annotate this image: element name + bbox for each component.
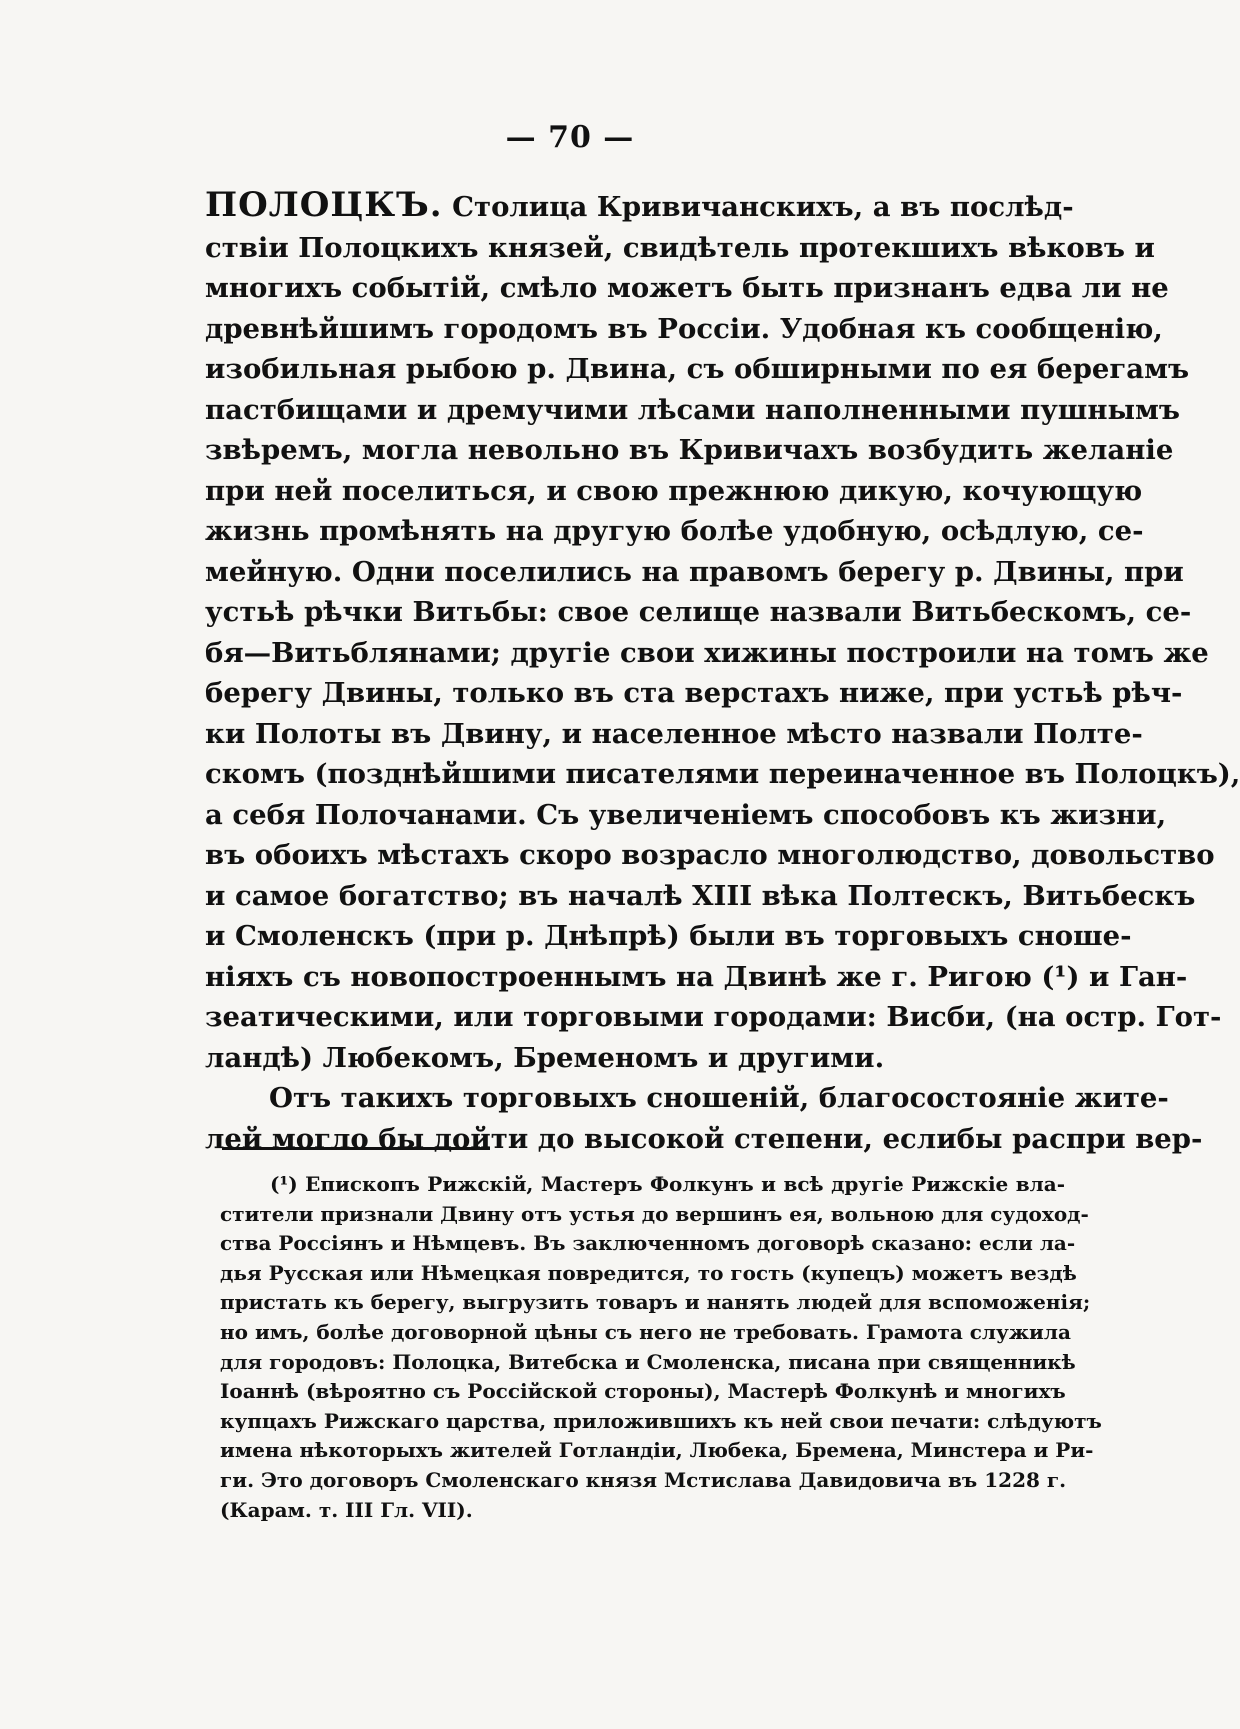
text-line: изобильная рыбою р. Двина, съ обширными по ея берегамъ xyxy=(205,353,1190,385)
footnote-line: купцахъ Рижскаго царства, приложившихъ къ ней свои печати: слѣдуютъ xyxy=(220,1408,1102,1433)
text-line: а себя Полочанами. Съ увеличеніемъ способовъ къ жизни, xyxy=(205,798,1167,831)
text-line xyxy=(205,185,1074,228)
text-line: Отъ такихъ торговыхъ сношеній, благосостояніе жите- xyxy=(269,1082,1169,1114)
text-line: пастбищами и дремучими лѣсами наполненными пушнымъ xyxy=(205,393,1181,426)
footnote xyxy=(220,1170,1102,1525)
text-line: и самое богатство; въ началѣ XIII вѣка Полтескъ, Витьбескъ xyxy=(205,879,1196,912)
text-line: ландѣ) Любекомъ, Бременомъ и другими. xyxy=(205,1041,885,1074)
text-line-content: Столица Кривичанскихъ, а въ послѣд- xyxy=(452,191,1074,223)
text-line: при ней поселиться, и свою прежнюю дикую, кочующую xyxy=(205,474,1143,507)
footnote-separator xyxy=(222,1147,490,1150)
footnote-line: ги. Это договоръ Смоленскаго князя Мстислава Давидовича въ 1228 г. xyxy=(220,1467,1067,1492)
footnote-line: дья Русская или Нѣмецкая повредится, то гость (купецъ) можетъ вездѣ xyxy=(220,1260,1077,1285)
text-line: ки Полоты въ Двину, и населенное мѣсто назвали Полте- xyxy=(205,717,1143,750)
text-line: лей могло бы дойти до высокой степени, еслибы распри вер- xyxy=(205,1122,1203,1155)
main-text xyxy=(205,185,1240,1159)
text-line: ствіи Полоцкихъ князей, свидѣтель протекшихъ вѣковъ и xyxy=(205,231,1155,264)
lead-word: ПОЛОЦКЪ. xyxy=(205,185,443,225)
footnote-line: но имъ, болѣе договорной цѣны съ него не требовать. Грамота служила xyxy=(220,1319,1071,1344)
text-line: древнѣйшимъ городомъ въ Россіи. Удобная къ сообщенію, xyxy=(205,312,1163,345)
footnote-line: Іоаннѣ (вѣроятно съ Россійской стороны), Мастерѣ Фолкунѣ и многихъ xyxy=(220,1379,1066,1404)
text-line: скомъ (позднѣйшими писателями переиначенное въ Полоцкъ), xyxy=(205,758,1240,790)
footnote-line: для городовъ: Полоцка, Витебска и Смоленска, писана при священникѣ xyxy=(220,1349,1076,1374)
text-line: зеатическими, или торговыми городами: Висби, (на остр. Гот- xyxy=(205,1001,1222,1033)
footnote-line: стители признали Двину отъ устья до вершинъ ея, вольною для судоход- xyxy=(220,1201,1089,1226)
text-line: многихъ событій, смѣло можетъ быть признанъ едва ли не xyxy=(205,272,1169,304)
footnote-line: ства Россіянъ и Нѣмцевъ. Въ заключенномъ договорѣ сказано: если ла- xyxy=(220,1231,1076,1256)
text-line: берегу Двины, только въ ста верстахъ ниже, при устьѣ рѣч- xyxy=(205,677,1183,709)
text-line: мейную. Одни поселились на правомъ берегу р. Двины, при xyxy=(205,555,1184,588)
text-line: ніяхъ съ новопостроеннымъ на Двинѣ же г. Ригою (¹) и Ган- xyxy=(205,960,1188,993)
footnote-line: (Карам. т. III Гл. VII). xyxy=(220,1497,473,1522)
footnote-line: (¹) Епископъ Рижскій, Мастеръ Фолкунъ и всѣ другіе Рижскіе вла- xyxy=(270,1172,1065,1196)
text-line: устьѣ рѣчки Витьбы: свое селище назвали Витьбескомъ, се- xyxy=(205,596,1192,628)
text-line: жизнь промѣнять на другую болѣе удобную, осѣдлую, се- xyxy=(205,515,1144,547)
page-number: — 70 — xyxy=(505,120,635,155)
footnote-line: имена нѣкоторыхъ жителей Готландіи, Любека, Бремена, Минстера и Ри- xyxy=(220,1438,1094,1463)
text-line: и Смоленскъ (при р. Днѣпрѣ) были въ торговыхъ сноше- xyxy=(205,920,1132,952)
text-line: въ обоихъ мѣстахъ скоро возрасло многолюдство, довольство xyxy=(205,839,1215,871)
text-line: бя—Витьблянами; другіе свои хижины построили на томъ же xyxy=(205,636,1209,669)
footnote-line: пристать къ берегу, выгрузить товаръ и нанять людей для вспоможенія; xyxy=(220,1290,1091,1315)
text-line: звѣремъ, могла невольно въ Кривичахъ возбудить желаніе xyxy=(205,434,1174,466)
